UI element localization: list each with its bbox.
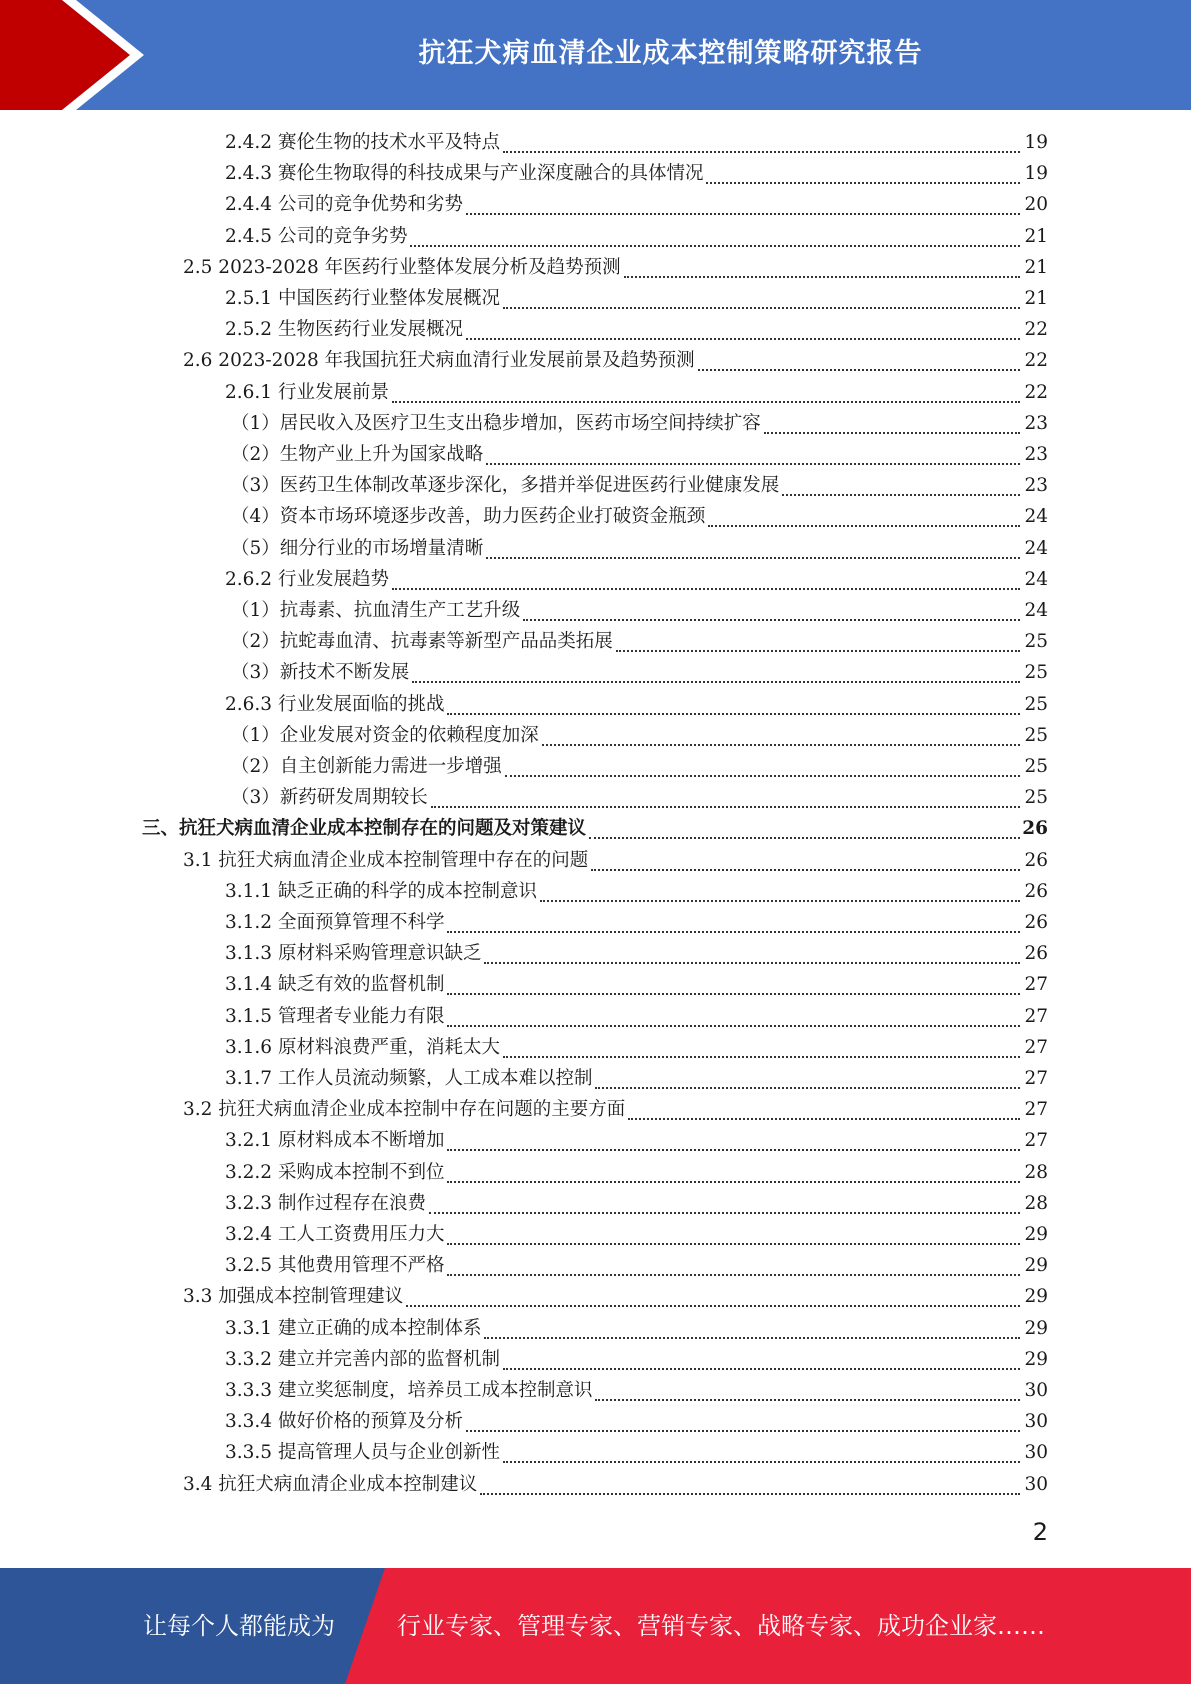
toc-entry-label: 2.4.3 赛伦生物取得的科技成果与产业深度融合的具体情况 [225,163,704,185]
toc-entry-page: 27 [1024,1068,1048,1089]
toc-entry-label: 2.6.3 行业发展面临的挑战 [225,693,445,715]
footer-slogan-right: 行业专家、管理专家、营销专家、战略专家、成功企业家…… [397,1612,1045,1640]
toc-entry[interactable] [0,876,1191,907]
toc-entry-label: 3.2.4 工人工资费用压力大 [225,1224,445,1245]
toc-entry[interactable] [0,158,1191,189]
toc-entry[interactable] [0,470,1191,501]
toc-entry[interactable] [0,1188,1191,1219]
toc-dot-leader [628,1118,1020,1120]
toc-entry[interactable] [0,782,1191,813]
toc-entry-label: 3.3 加强成本控制管理建议 [183,1286,404,1308]
toc-entry-page: 26 [1022,818,1048,840]
toc-entry-page: 30 [1024,1442,1048,1464]
toc-entry-page: 27 [1024,1005,1048,1027]
toc-entry-page: 30 [1024,1380,1048,1401]
toc-entry-page: 23 [1024,475,1048,497]
toc-entry-label: （3）医药卫生体制改革逐步深化，多措并举促进医药行业健康发展 [231,475,780,497]
toc-entry[interactable] [0,1125,1191,1156]
toc-entry[interactable] [0,127,1191,158]
toc-entry[interactable] [0,283,1191,314]
toc-entry[interactable] [0,1001,1191,1032]
toc-entry[interactable] [0,345,1191,376]
toc-dot-leader [466,338,1020,340]
toc-entry[interactable] [0,221,1191,252]
toc-entry[interactable] [0,751,1191,782]
toc-entry-label: 2.5.2 生物医药行业发展概况 [225,319,463,341]
toc-entry-label: 3.1.2 全面预算管理不科学 [225,912,445,933]
toc-entry[interactable] [0,1063,1191,1094]
toc-dot-leader [595,1399,1020,1401]
toc-entry[interactable] [0,377,1191,408]
toc-entry-page: 25 [1024,631,1048,653]
toc-entry-label: 2.6.2 行业发展趋势 [225,568,389,590]
toc-entry[interactable] [0,1313,1191,1344]
toc-dot-leader [480,1493,1020,1495]
toc-entry[interactable] [0,938,1191,969]
toc-dot-leader [503,1461,1020,1463]
toc-entry-page: 26 [1024,849,1048,871]
toc-dot-leader [523,619,1020,621]
toc-entry-label: 2.6.1 行业发展前景 [225,381,389,403]
toc-entry-label: 3.3.3 建立奖惩制度，培养员工成本控制意识 [225,1380,593,1401]
toc-dot-leader [392,401,1020,403]
toc-entry-label: 3.4 抗狂犬病血清企业成本控制建议 [183,1473,478,1495]
toc-entry-page: 21 [1024,225,1048,247]
toc-entry-page: 24 [1024,600,1048,621]
toc-entry-page: 22 [1024,381,1048,403]
toc-entry-page: 24 [1024,506,1048,528]
toc-entry-label: 3.3.1 建立正确的成本控制体系 [225,1317,482,1339]
toc-dot-leader [406,1305,1020,1307]
toc-entry-label: （1）居民收入及医疗卫生支出稳步增加，医药市场空间持续扩容 [231,412,761,434]
toc-entry-page: 19 [1024,163,1048,185]
toc-entry-page: 25 [1024,756,1048,777]
toc-entry[interactable] [0,595,1191,626]
toc-dot-leader [429,1212,1020,1214]
toc-dot-leader [782,494,1020,496]
toc-dot-leader [503,1056,1020,1058]
toc-entry-label: 3.1.6 原材料浪费严重，消耗太大 [225,1036,500,1058]
toc-entry-page: 25 [1024,787,1048,809]
toc-entry-label: 2.5.1 中国医药行业整体发展概况 [225,288,500,309]
toc-dot-leader [447,1025,1020,1027]
toc-entry[interactable] [0,533,1191,564]
toc-entry[interactable] [0,501,1191,532]
toc-dot-leader [447,1149,1020,1151]
toc-entry-page: 29 [1024,1317,1048,1339]
toc-entry-label: 3.1 抗狂犬病血清企业成本控制管理中存在的问题 [183,849,589,871]
page-footer [0,1568,1191,1684]
toc-entry-label: （3）新药研发周期较长 [231,787,428,809]
toc-entry-page: 22 [1024,350,1048,372]
toc-entry[interactable] [0,252,1191,283]
toc-entry[interactable] [0,813,1191,844]
toc-entry[interactable] [0,1250,1191,1281]
toc-dot-leader [486,557,1020,559]
toc-entry[interactable] [0,1344,1191,1375]
toc-entry-label: 3.1.3 原材料采购管理意识缺乏 [225,943,482,965]
toc-entry[interactable] [0,408,1191,439]
toc-entry-label: 3.2.2 采购成本控制不到位 [225,1161,445,1183]
toc-dot-leader [486,463,1020,465]
toc-entry-page: 25 [1024,662,1048,684]
toc-dot-leader [624,276,1020,278]
toc-entry[interactable] [0,439,1191,470]
footer-slogan-left: 让每个人都能成为 [143,1612,335,1640]
toc-dot-leader [447,1274,1020,1276]
toc-entry-page: 19 [1024,132,1048,153]
toc-dot-leader [540,900,1020,902]
toc-dot-leader [503,1368,1020,1370]
toc-entry[interactable] [0,1219,1191,1250]
toc-entry-label: 3.3.4 做好价格的预算及分析 [225,1411,463,1433]
toc-entry-label: （2）抗蛇毒血清、抗毒素等新型产品品类拓展 [231,631,613,653]
toc-dot-leader [591,869,1020,871]
toc-entry-label: （4）资本市场环境逐步改善，助力医药企业打破资金瓶颈 [231,506,706,528]
toc-entry[interactable] [0,689,1191,720]
toc-entry-label: （1）抗毒素、抗血清生产工艺升级 [231,600,521,621]
toc-entry-label: 2.4.5 公司的竞争劣势 [225,225,408,247]
report-title: 抗狂犬病血清企业成本控制策略研究报告 [418,37,923,69]
toc-entry-page: 25 [1024,724,1048,746]
toc-dot-leader [706,182,1020,184]
toc-entry-label: （5）细分行业的市场增量清晰 [231,537,484,559]
toc-dot-leader [447,1181,1020,1183]
toc-entry-page: 21 [1024,256,1048,278]
toc-entry[interactable] [0,1437,1191,1468]
toc-dot-leader [447,713,1020,715]
toc-entry-label: 3.3.2 建立并完善内部的监督机制 [225,1348,500,1370]
toc-entry[interactable] [0,1375,1191,1406]
toc-entry-page: 29 [1024,1348,1048,1370]
toc-entry[interactable] [0,657,1191,688]
toc-entry-page: 22 [1024,319,1048,341]
toc-entry-label: 3.1.5 管理者专业能力有限 [225,1005,445,1027]
toc-entry-label: 2.4.2 赛伦生物的技术水平及特点 [225,132,500,153]
toc-entry[interactable] [0,1406,1191,1437]
toc-entry-label: 3.2.1 原材料成本不断增加 [225,1130,445,1152]
toc-entry-label: （2）自主创新能力需进一步增强 [231,756,502,777]
toc-entry-label: 3.1.4 缺乏有效的监督机制 [225,974,445,996]
toc-entry[interactable] [0,720,1191,751]
toc-entry-page: 26 [1024,880,1048,902]
toc-entry-label: 3.2.3 制作过程存在浪费 [225,1192,426,1214]
toc-entry[interactable] [0,845,1191,876]
toc-entry-page: 23 [1024,444,1048,465]
toc-entry-page: 29 [1024,1224,1048,1245]
toc-dot-leader [698,369,1020,371]
toc-entry-label: 2.5 2023-2028 年医药行业整体发展分析及趋势预测 [183,256,621,278]
toc-entry[interactable] [0,907,1191,938]
toc-dot-leader [466,1430,1020,1432]
toc-entry-page: 29 [1024,1286,1048,1308]
toc-entry-page: 30 [1024,1473,1048,1495]
toc-entry[interactable] [0,1157,1191,1188]
toc-entry-page: 25 [1024,693,1048,715]
toc-entry-label: 3.2.5 其他费用管理不严格 [225,1255,445,1277]
toc-entry-page: 24 [1024,537,1048,559]
toc-dot-leader [595,1087,1020,1089]
toc-entry-page: 28 [1024,1161,1048,1183]
toc-entry[interactable] [0,314,1191,345]
toc-entry-label: 2.4.4 公司的竞争优势和劣势 [225,194,463,216]
toc-entry-page: 24 [1024,568,1048,590]
toc-entry[interactable] [0,1032,1191,1063]
toc-entry-page: 27 [1024,1099,1048,1121]
toc-dot-leader [412,681,1020,683]
toc-entry[interactable] [0,1281,1191,1312]
toc-entry-label: 3.1.7 工作人员流动频繁，人工成本难以控制 [225,1068,593,1089]
toc-entry[interactable] [0,626,1191,657]
toc-dot-leader [392,588,1020,590]
toc-dot-leader [484,1337,1020,1339]
toc-dot-leader [542,744,1020,746]
toc-entry-label: （1）企业发展对资金的依赖程度加深 [231,724,539,746]
page-header [0,0,1191,110]
toc-entry-page: 29 [1024,1255,1048,1277]
toc-entry-label: 三、抗狂犬病血清企业成本控制存在的问题及对策建议 [142,818,587,840]
toc-entry[interactable] [0,564,1191,595]
toc-entry-label: 2.6 2023-2028 年我国抗狂犬病血清行业发展前景及趋势预测 [183,350,695,372]
toc-dot-leader [484,962,1020,964]
toc-entry-label: 3.2 抗狂犬病血清企业成本控制中存在问题的主要方面 [183,1099,626,1121]
toc-entry-label: （3）新技术不断发展 [231,662,410,684]
toc-dot-leader [505,775,1020,777]
toc-entry-page: 20 [1024,194,1048,216]
toc-entry[interactable] [0,1094,1191,1125]
toc-entry-page: 27 [1024,1036,1048,1058]
toc-entry-label: （2）生物产业上升为国家战略 [231,444,484,465]
toc-entry-page: 26 [1024,943,1048,965]
toc-entry-page: 27 [1024,974,1048,996]
toc-dot-leader [589,837,1020,839]
toc-entry-label: 3.3.5 提高管理人员与企业创新性 [225,1442,500,1464]
toc-dot-leader [447,993,1020,995]
page-number: 2 [1032,1518,1048,1546]
toc-dot-leader [503,307,1020,309]
toc-entry-page: 26 [1024,912,1048,933]
toc-dot-leader [431,806,1020,808]
toc-entry[interactable] [0,1469,1191,1500]
toc-dot-leader [447,1243,1020,1245]
toc-entry-page: 27 [1024,1130,1048,1152]
toc-entry-page: 21 [1024,288,1048,309]
toc-dot-leader [447,931,1020,933]
toc-entry-page: 28 [1024,1192,1048,1214]
toc-entry-page: 30 [1024,1411,1048,1433]
toc-dot-leader [708,525,1020,527]
toc-dot-leader [764,432,1020,434]
toc-dot-leader [503,151,1020,153]
header-chevron-icon [0,0,160,110]
toc-dot-leader [616,650,1020,652]
toc-entry-label: 3.1.1 缺乏正确的科学的成本控制意识 [225,880,537,902]
toc-dot-leader [466,213,1020,215]
toc-entry[interactable] [0,189,1191,220]
toc-entry-page: 23 [1024,412,1048,434]
toc-entry[interactable] [0,969,1191,1000]
toc-dot-leader [410,245,1020,247]
